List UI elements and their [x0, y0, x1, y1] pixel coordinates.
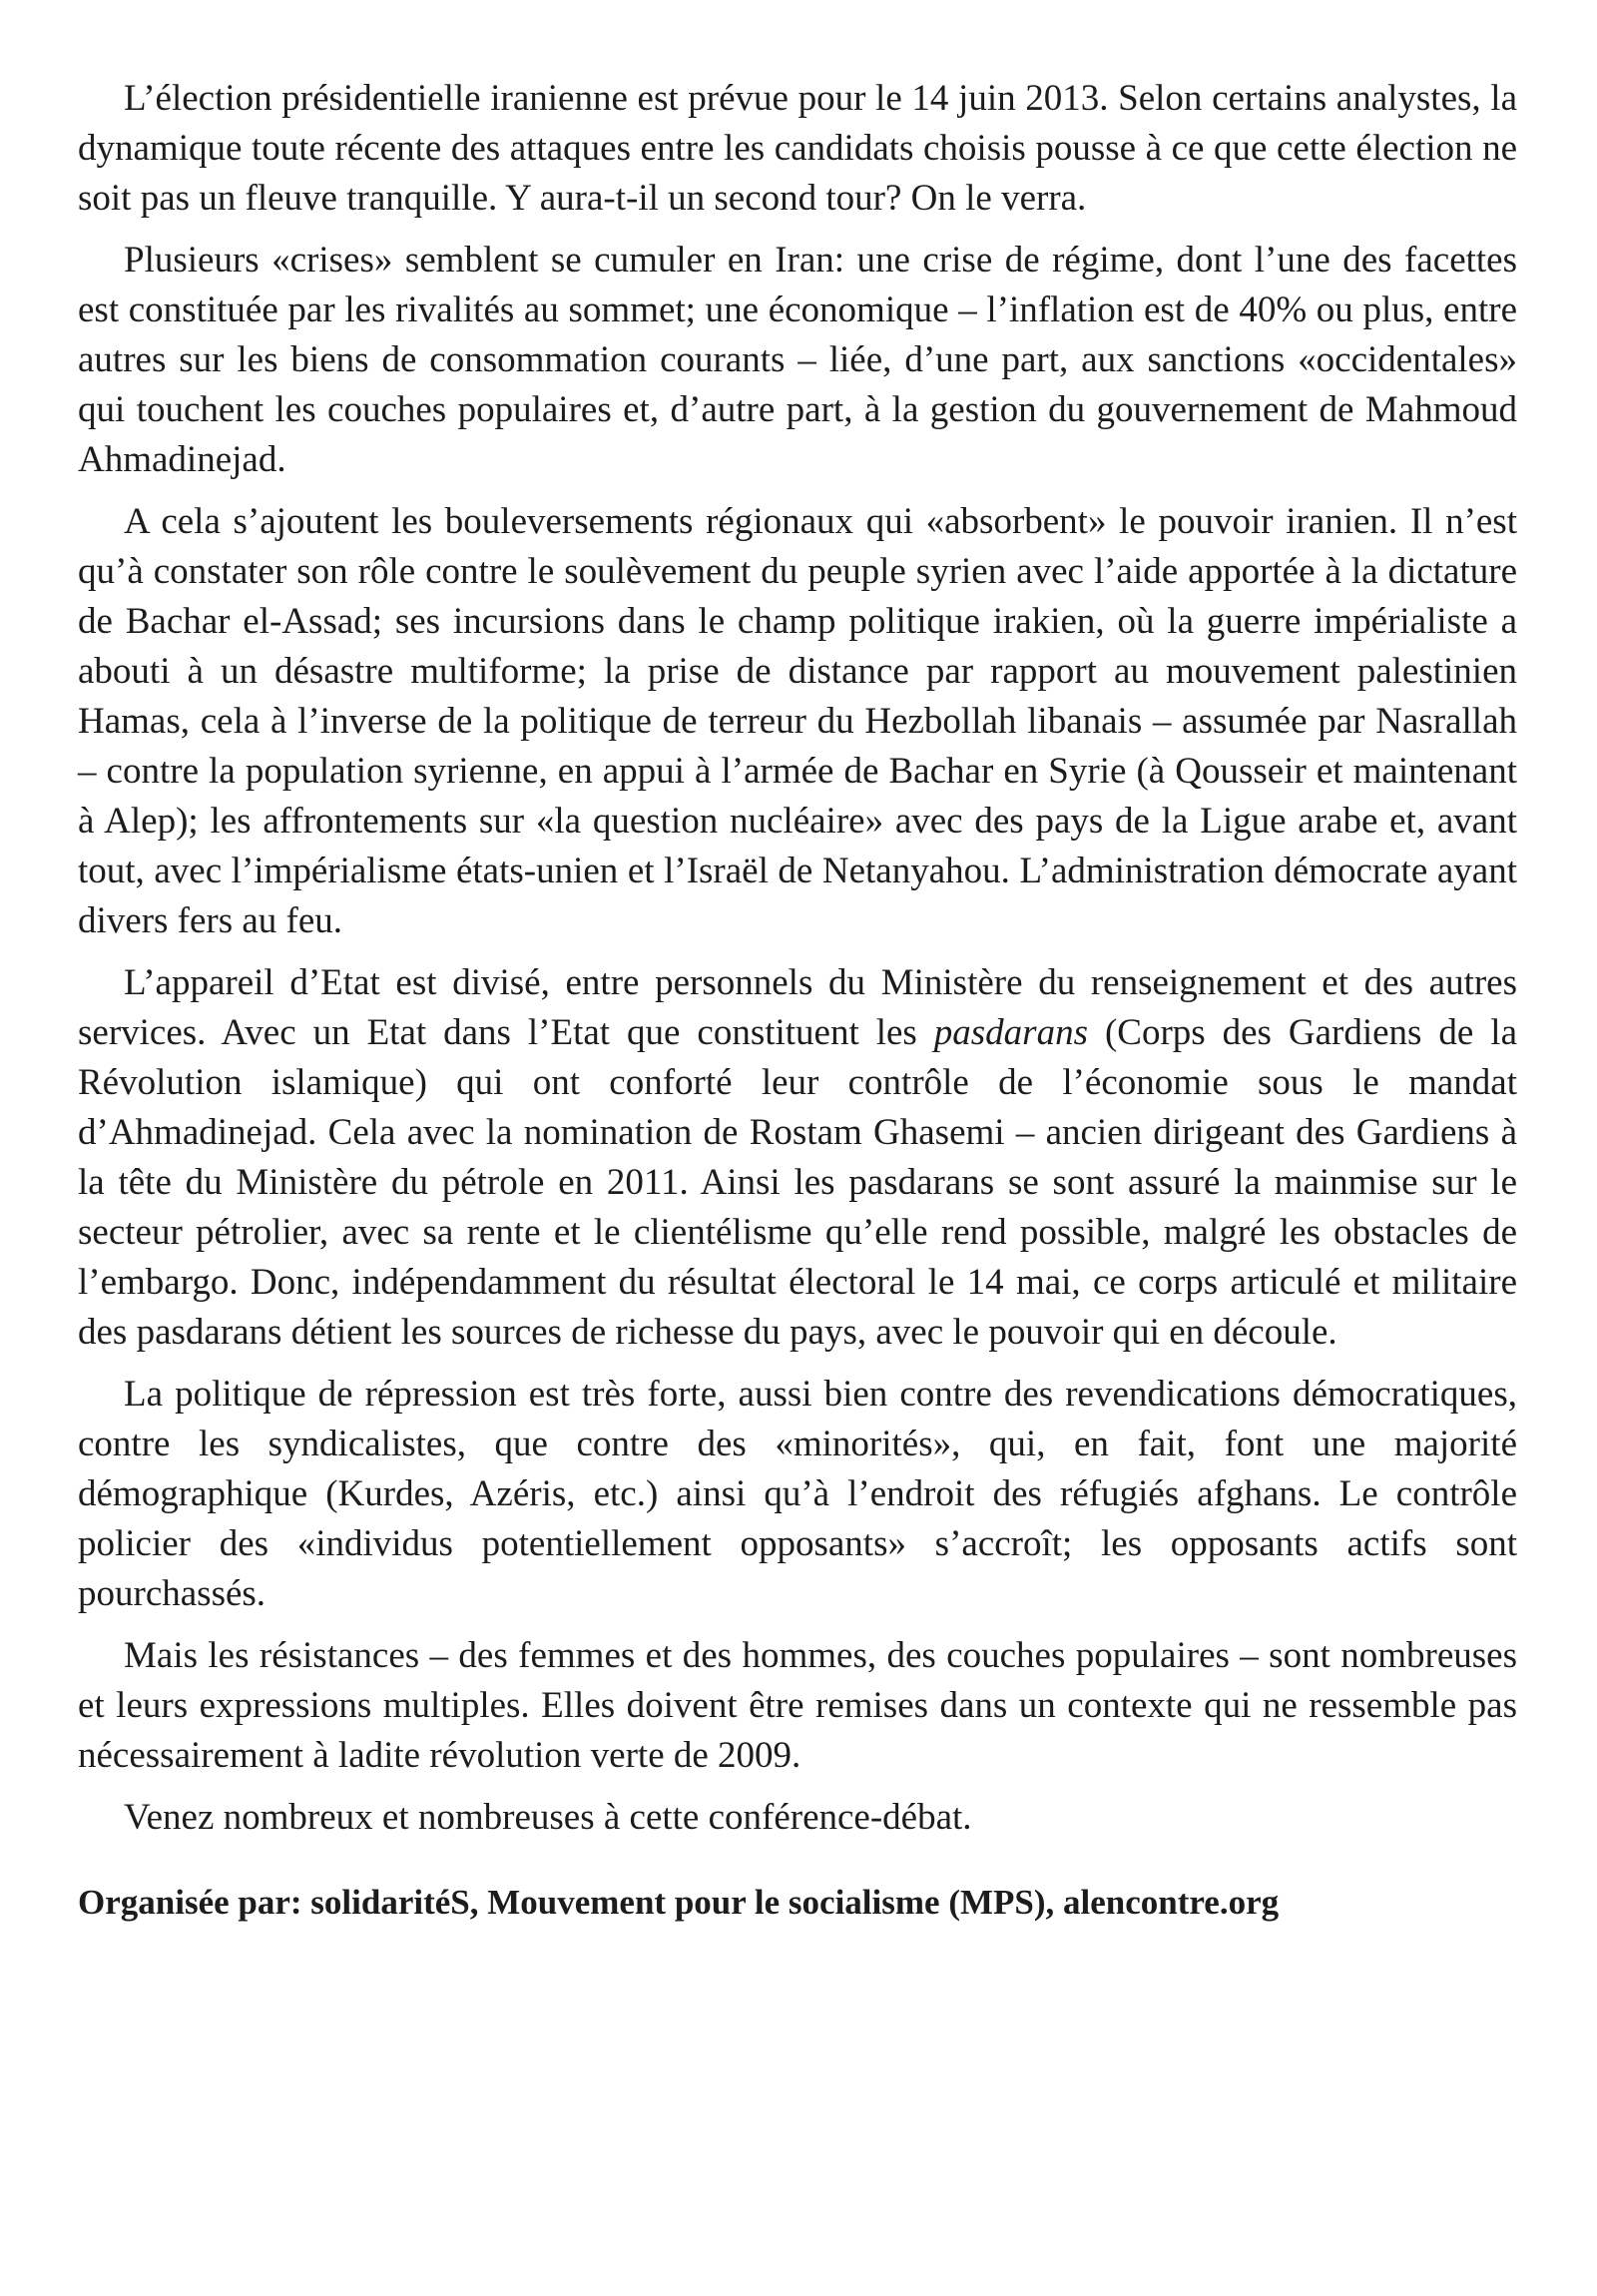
paragraph-resistances: Mais les résistances – des femmes et des hommes, des couches populaires – sont nombreuses et leurs expressions multiples. Elles doivent être remises dans un contexte qui ne ressemble pas nécessairement à ladite révolution verte de 2009.	[78, 1635, 1517, 1776]
paragraph-crises: Plusieurs «crises» semblent se cumuler en Iran: une crise de régime, dont l’une des facettes est constituée par les rivalités au sommet; une économique – l’inflation est de 40% ou plus, entre autres sur les biens de consommation courants – liée, d’une part, aux sanctions «occidentales» qui touchent les couches populaires et, d’autre part, à la gestion du gouvernement de Mahmoud Ahmadinejad.	[78, 240, 1517, 480]
paragraph-state-apparatus-part2: (Corps des Gardiens de la Révolution islamique) qui ont conforté leur contrôle de l’économie sous le mandat d’Ahmadinejad. Cela avec la nomination de Rostam Ghasemi – ancien dirigeant des Gardiens à la tête du Ministère du pétrole en 2011. Ainsi les pasdarans se sont assuré la mainmise sur le secteur pétrolier, avec sa rente et le clientélisme qu’elle rend possible, malgré les obstacles de l’embargo. Donc, indépendamment du résultat électoral le 14 mai, ce corps articulé et militaire des pasdarans détient les sources de richesse du pays, avec le pouvoir qui en découle.	[78, 1012, 1517, 1353]
paragraph-state-apparatus-part1: L’appareil d’Etat est divisé, entre personnels du Ministère du renseignement et des autres services. Avec un Etat dans l’Etat que constituent les	[78, 962, 1517, 1053]
organizers-credit: Organisée par: solidaritéS, Mouvement pour le socialisme (MPS), alencontre.org	[78, 1883, 1280, 1922]
document-page	[78, 74, 1517, 1962]
paragraph-election: L’élection présidentielle iranienne est prévue pour le 14 juin 2013. Selon certains analystes, la dynamique toute récente des attaques entre les candidats choisis pousse à ce que cette élection ne soit pas un fleuve tranquille. Y aura-t-il un second tour? On le verra.	[78, 78, 1517, 219]
paragraph-invitation: Venez nombreux et nombreuses à cette conférence-débat.	[124, 1797, 972, 1838]
paragraph-state-apparatus	[78, 958, 1517, 1358]
paragraph-regional-upheavals: A cela s’ajoutent les bouleversements régionaux qui «absorbent» le pouvoir iranien. Il n’est qu’à constater son rôle contre le soulèvement du peuple syrien avec l’aide apportée à la dictature de Bachar el-Assad; ses incursions dans le champ politique irakien, où la guerre impérialiste a abouti à un désastre multiforme; la prise de distance par rapport au mouvement palestinien Hamas, cela à l’inverse de la politique de terreur du Hezbollah libanais – assumée par Nasrallah – contre la population syrienne, en appui à l’armée de Bachar en Syrie (à Qousseir et maintenant à Alep); les affrontements sur «la question nucléaire» avec des pays de la Ligue arabe et, avant tout, avec l’impérialisme états-unien et l’Israël de Netanyahou. L’administration démocrate ayant divers fers au feu.	[78, 501, 1517, 941]
pasdarans-italic-term: pasdarans	[933, 1012, 1088, 1053]
paragraph-repression: La politique de répression est très forte, aussi bien contre des revendications démocratiques, contre les syndicalistes, que contre des «minorités», qui, en fait, font une majorité démographique (Kurdes, Azéris, etc.) ainsi qu’à l’endroit des réfugiés afghans. Le contrôle policier des «individus potentiellement opposants» s’accroît; les opposants actifs sont pourchassés.	[78, 1374, 1517, 1614]
